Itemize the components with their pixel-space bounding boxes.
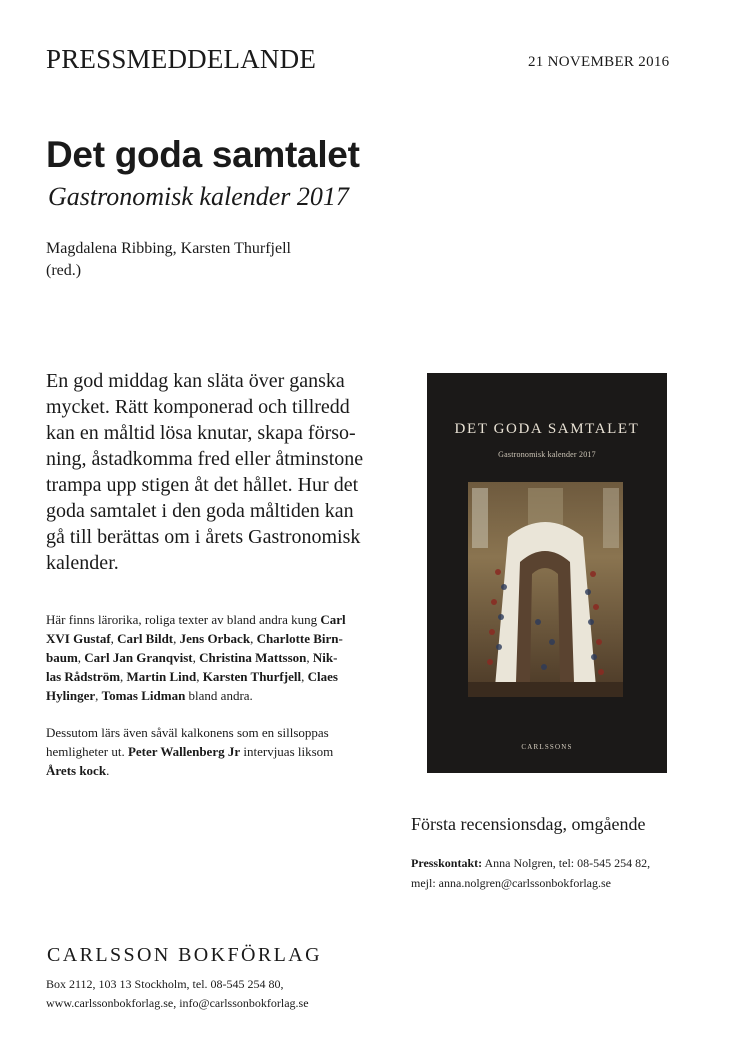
book-subtitle: Gastronomisk kalender 2017 [48,182,349,211]
authors-role: (red.) [46,262,82,279]
lead-line: kan en måltid lösa knutar, skapa förso- [46,422,356,444]
text-run: bland andra. [185,688,253,703]
text-run: hemligheter ut. [46,744,128,759]
publisher-name: CARLSSON BOKFÖRLAG [47,944,322,966]
press-contact-line [411,853,650,873]
press-contact-phone: Anna Nolgren, tel: 08-545 254 82, [482,856,651,870]
cover-subtitle: Gastronomisk kalender 2017 [498,450,596,459]
lead-line: gå till berättas om i årets Gastronomisk [46,526,361,548]
contributor-name: las Rådström [46,669,121,684]
lead-line: goda samtalet i den goda måltiden kan [46,500,354,522]
contributor-name: Tomas Lidman [101,688,186,703]
text-run: . [106,763,110,778]
paragraph-line: Dessutom lärs även såväl kalkonens som en sillsoppas [46,725,329,740]
text-run: , [306,650,313,665]
authors-names: Magdalena Ribbing, Karsten Thurfjell [46,240,291,257]
paragraph-line [46,667,386,686]
book-authors [46,238,291,282]
lead-line: kalender. [46,552,119,574]
text-run: , [301,669,308,684]
lead-paragraph [46,368,376,576]
paragraph-line [46,686,386,705]
lead-line: En god middag kan släta över ganska [46,370,345,392]
contributor-name: Nik- [312,650,338,665]
banquet-painting [468,482,623,697]
text-run: , [110,631,118,646]
lead-line: mycket. Rätt komponerad och tillredd [46,396,350,418]
review-date-notice: Första recensionsdag, omgående [411,814,646,834]
text-run: intervjuas liksom [240,744,334,759]
interviewee-name: Peter Wallenberg Jr [127,744,241,759]
lead-line: ning, åstadkomma fred eller åtminstone [46,448,364,470]
publisher-address-line: Box 2112, 103 13 Stockholm, tel. 08-545 254 80, [46,977,284,991]
contributor-name: Karsten Thurfjell [202,669,302,684]
text-run: , [95,688,102,703]
paragraph-line [46,742,376,761]
cover-publisher: CARLSSONS [521,743,573,751]
publisher-web-line: www.carlssonbokforlag.se, info@carlssonbokforlag.se [46,996,309,1010]
book-cover-image [427,373,667,773]
paragraph-line [46,761,376,780]
contributors-paragraph [46,610,386,705]
highlights-paragraph [46,723,376,780]
contributor-name: Jens Orback [179,631,251,646]
lead-line: trampa upp stigen åt det hållet. Hur det [46,474,359,496]
contributor-name: Martin Lind [126,669,197,684]
contributor-name: Carl Bildt [117,631,174,646]
text-run: , [192,650,200,665]
contributor-name: Carl Jan Granqvist [84,650,193,665]
contributor-name: Carl [320,612,346,627]
cover-title: DET GODA SAMTALET [454,421,640,437]
book-title: Det goda samtalet [46,134,360,175]
contributor-name: baum [46,650,78,665]
text-run: Här finns lärorika, roliga texter av bland andra kung [46,612,321,627]
contributor-name: Charlotte Birn- [256,631,343,646]
text-run: , [77,650,85,665]
press-contact-email: mejl: anna.nolgren@carlssonbokforlag.se [411,876,611,890]
press-contact-label: Presskontakt: [411,856,483,870]
paragraph-line [46,629,386,648]
text-run: , [196,669,203,684]
contributor-name: XVI Gustaf [46,631,111,646]
release-date: 21 NOVEMBER 2016 [528,54,670,70]
highlight-name: Årets kock [46,763,107,778]
document-type-heading: PRESSMEDDELANDE [46,44,317,74]
publisher-address [46,975,309,1013]
contributor-name: Christina Mattsson [199,650,307,665]
contributor-name: Claes [307,669,338,684]
text-run: , [173,631,180,646]
paragraph-line [46,648,386,667]
contributor-name: Hylinger [46,688,96,703]
text-run: , [250,631,257,646]
text-run: , [120,669,127,684]
paragraph-line [46,610,386,629]
press-contact [411,853,650,893]
